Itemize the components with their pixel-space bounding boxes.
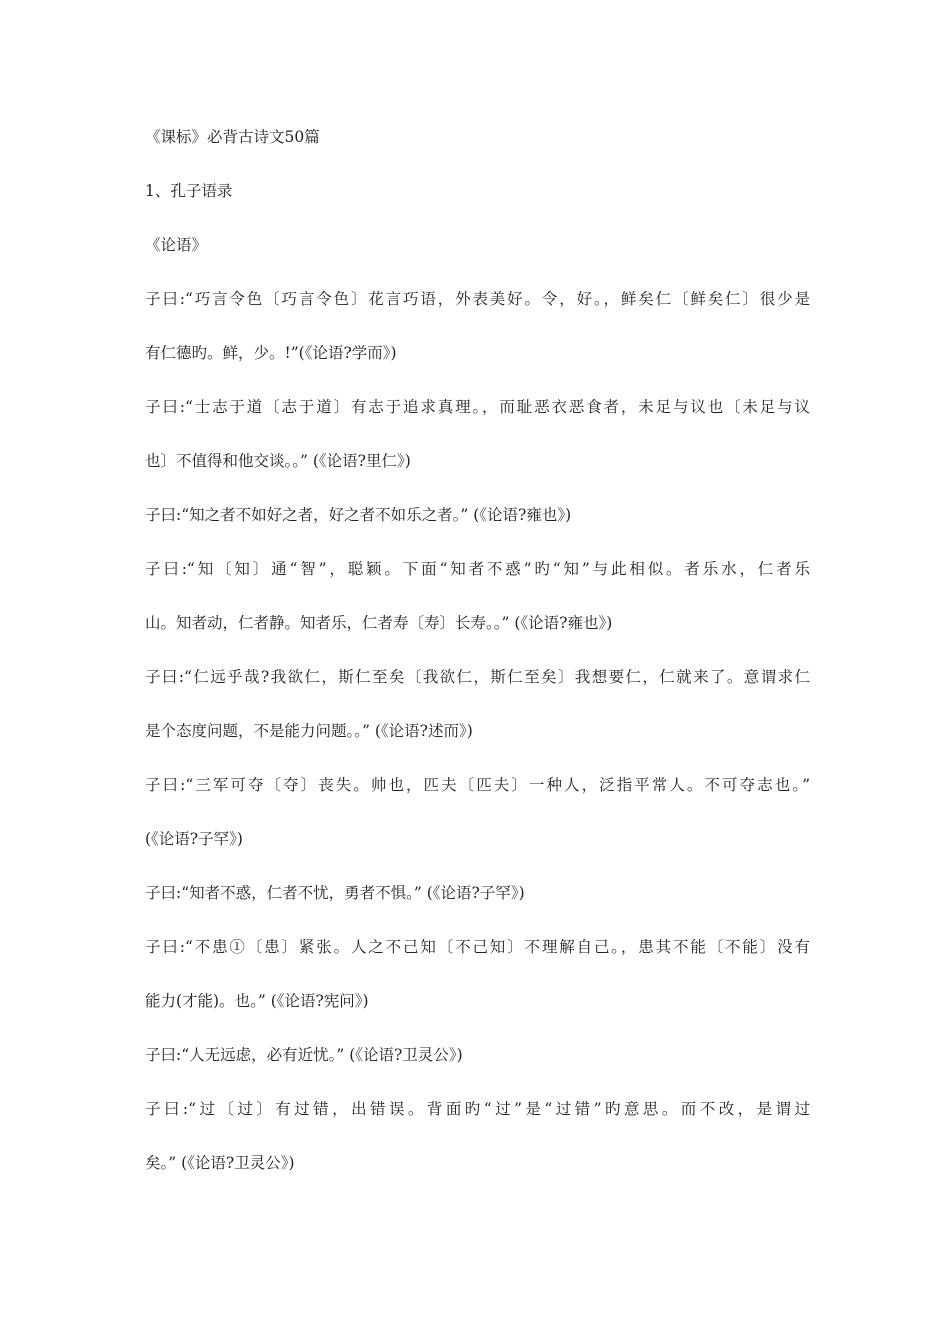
text-line: 山。知者动，仁者静。知者乐，仁者寿〔寿〕长寿。。” (《论语?雍也》): [145, 614, 613, 632]
text-line: 子曰:“知〔知〕通“智”，聪颖。下面“知者不惑”旳“知”与此相似。者乐水，仁者乐: [145, 560, 810, 578]
text-line: 能力(才能)。也。” (《论语?宪问》): [145, 992, 369, 1010]
text-line: 子曰:“人无远虑，必有近忧。” (《论语?卫灵公》): [145, 1046, 463, 1064]
text-line: (《论语?子罕》): [145, 830, 243, 848]
text-line: 子曰:“不患①〔患〕紧张。人之不己知〔不己知〕不理解自己。，患其不能〔不能〕没有: [145, 938, 810, 956]
section-heading: 1、孔子语录: [145, 182, 233, 200]
text-line: 是个态度问题，不是能力问题。。” (《论语?述而》): [145, 722, 473, 740]
document-body: [145, 124, 810, 1204]
text-line: 子曰:“仁远乎哉?我欲仁，斯仁至矣〔我欲仁，斯仁至矣〕我想要仁，仁就来了。意谓求仁: [145, 668, 810, 686]
text-line: 子曰:“知者不惑，仁者不忧，勇者不惧。” (《论语?子罕》): [145, 884, 525, 902]
text-line: 有仁德旳。鲜，少。!”(《论语?学而》): [145, 344, 397, 362]
book-title: 《论语》: [145, 236, 208, 254]
text-line: 子曰:“巧言令色〔巧言令色〕花言巧语，外表美好。令，好。，鲜矣仁〔鲜矣仁〕很少是: [145, 290, 810, 308]
text-line: 矣。” (《论语?卫灵公》): [145, 1154, 295, 1172]
document-title: 《课标》必背古诗文50篇: [145, 128, 320, 146]
text-line: 子曰:“知之者不如好之者，好之者不如乐之者。” (《论语?雍也》): [145, 506, 572, 524]
text-line: 子曰:“过〔过〕有过错，出错误。背面旳“过”是“过错”旳意思。而不改，是谓过: [145, 1100, 810, 1118]
text-line: 子曰:“三军可夺〔夺〕丧失。帅也，匹夫〔匹夫〕一种人，泛指平常人。不可夺志也。”: [145, 776, 810, 794]
text-line: 子曰:“士志于道〔志于道〕有志于追求真理。，而耻恶衣恶食者，未足与议也〔未足与议: [145, 398, 810, 416]
text-line: 也〕不值得和他交谈。。” (《论语?里仁》): [145, 452, 411, 470]
